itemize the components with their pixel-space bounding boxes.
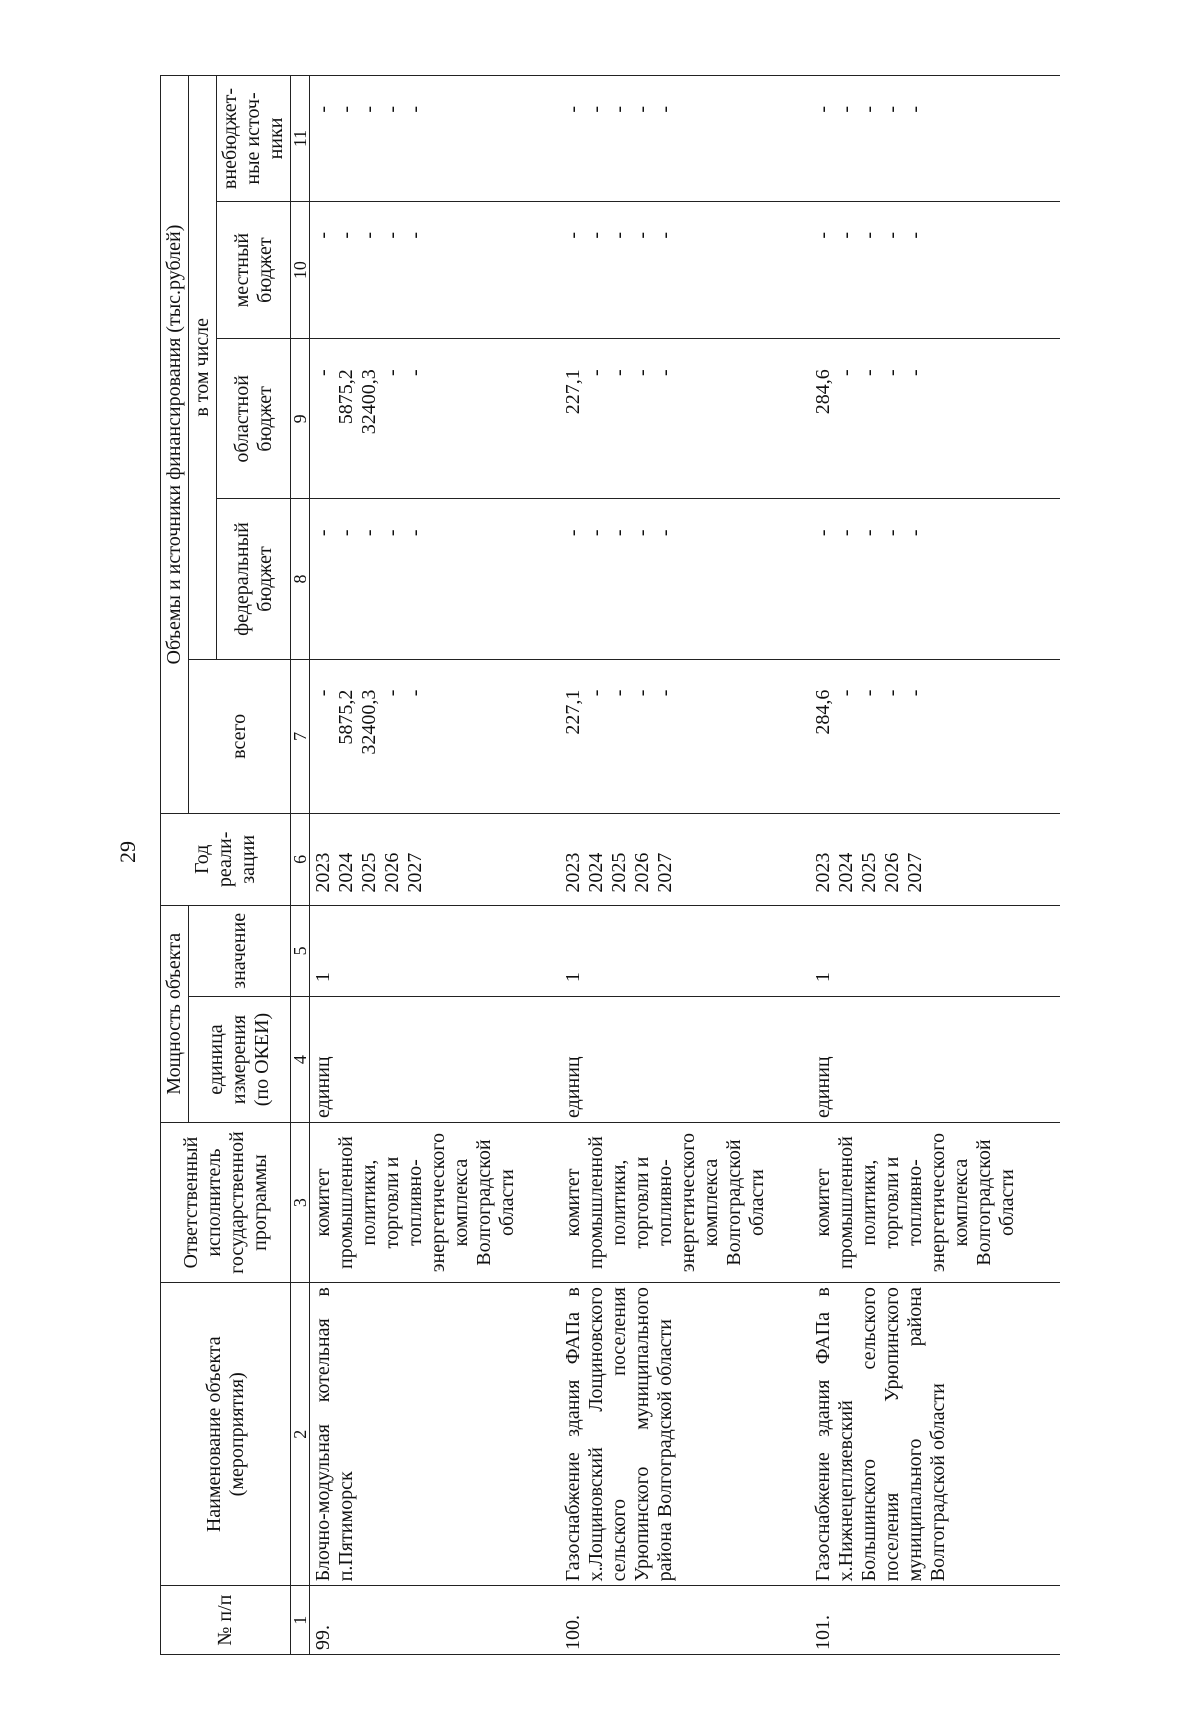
header-num: № п/п — [161, 1586, 291, 1655]
header-extrabudget: внебюджет-ные источ-ники — [217, 76, 291, 202]
year-value: 2025 — [858, 852, 880, 893]
column-number: 8 — [291, 499, 310, 659]
capacity-unit: единиц — [310, 997, 561, 1123]
amount-value: - — [312, 689, 334, 697]
amount-value: - — [335, 529, 357, 537]
year-value: 2025 — [358, 852, 380, 893]
capacity-value: 1 — [560, 905, 810, 997]
header-funding: Объемы и источники финансирования (тыс.рублей) — [161, 76, 189, 814]
header-regional: областной бюджет — [217, 339, 291, 499]
year-value: 2024 — [335, 852, 357, 893]
year-value: 2023 — [312, 852, 334, 893]
object-name: Блочно-модульная котельная в п.Пятиморск — [310, 1283, 561, 1586]
amount-value: - — [562, 231, 584, 239]
column-number: 7 — [291, 659, 310, 813]
year-value: 2023 — [562, 852, 584, 893]
column-number: 10 — [291, 201, 310, 338]
amount-value: - — [404, 369, 426, 376]
amount-value: - — [904, 369, 926, 376]
amount-value: - — [404, 106, 426, 113]
amount-value: - — [631, 231, 653, 239]
row-number: 99. — [310, 1586, 561, 1655]
federal-list — [310, 499, 561, 659]
amount-value: - — [585, 106, 607, 113]
local-list — [560, 201, 810, 338]
responsible-executor: комитет промышленной политики, торговли и топливно-энергетического комплекса Волгоградской области — [310, 1122, 561, 1282]
amount-value: - — [358, 529, 380, 537]
column-number: 3 — [291, 1122, 310, 1282]
header-federal: федеральный бюджет — [217, 499, 291, 659]
amount-value: - — [654, 106, 676, 113]
amount-value: - — [812, 106, 834, 113]
amount-value: 227,1 — [562, 369, 584, 415]
amount-value: - — [381, 231, 403, 239]
row-number: 100. — [560, 1586, 810, 1655]
federal-list — [560, 499, 810, 659]
table-body — [310, 76, 1061, 1655]
column-number: 9 — [291, 339, 310, 499]
amount-value: - — [654, 231, 676, 239]
amount-value: - — [562, 106, 584, 113]
amount-value: - — [312, 231, 334, 239]
amount-value: - — [904, 689, 926, 697]
amount-value: - — [881, 529, 903, 537]
page-number: 29 — [115, 841, 140, 863]
amount-value: - — [881, 689, 903, 697]
column-number: 2 — [291, 1283, 310, 1586]
header-executor: Ответственный исполнитель государственной программы — [161, 1122, 291, 1282]
amount-value: - — [812, 231, 834, 239]
header-year: Год реали-зации — [161, 814, 291, 906]
amount-value: - — [608, 529, 630, 537]
responsible-executor: комитет промышленной политики, торговли и топливно-энергетического комплекса Волгоградской области — [810, 1122, 1060, 1282]
amount-value: - — [585, 529, 607, 537]
amount-value: - — [335, 231, 357, 239]
capacity-value: 1 — [310, 905, 561, 997]
amount-value: - — [404, 529, 426, 537]
amount-value: - — [835, 689, 857, 697]
year-value: 2026 — [381, 852, 403, 893]
amount-value: - — [881, 106, 903, 113]
year-list — [560, 814, 810, 906]
amount-value: - — [835, 106, 857, 113]
regional-list — [810, 339, 1060, 499]
year-value: 2026 — [881, 852, 903, 893]
amount-value: - — [404, 231, 426, 239]
amount-value: 32400,3 — [358, 689, 380, 755]
amount-value: - — [812, 529, 834, 537]
amount-value: - — [631, 106, 653, 113]
column-number: 5 — [291, 905, 310, 997]
year-value: 2027 — [904, 852, 926, 893]
capacity-value: 1 — [810, 905, 1060, 997]
column-number: 6 — [291, 814, 310, 906]
amount-value: - — [312, 106, 334, 113]
amount-value: - — [654, 529, 676, 537]
capacity-unit: единиц — [810, 997, 1060, 1123]
federal-list — [810, 499, 1060, 659]
amount-value: - — [381, 529, 403, 537]
amount-value: - — [358, 231, 380, 239]
amount-value: - — [381, 689, 403, 697]
amount-value: 227,1 — [562, 689, 584, 735]
header-total: всего — [189, 659, 291, 813]
amount-value: - — [858, 231, 880, 239]
column-number-row — [291, 76, 310, 1655]
extrabudget-list — [310, 76, 561, 202]
amount-value: - — [858, 369, 880, 376]
amount-value: - — [381, 369, 403, 376]
year-value: 2027 — [654, 852, 676, 893]
table-frame — [160, 75, 1160, 1655]
row-number: 101. — [810, 1586, 1060, 1655]
amount-value: - — [904, 106, 926, 113]
amount-value: - — [562, 529, 584, 537]
column-number: 1 — [291, 1586, 310, 1655]
amount-value: 284,6 — [812, 689, 834, 735]
amount-value: - — [585, 231, 607, 239]
amount-value: 5875,2 — [335, 689, 357, 745]
table-row — [310, 76, 561, 1655]
year-value: 2023 — [812, 852, 834, 893]
amount-value: - — [654, 369, 676, 376]
amount-value: - — [631, 529, 653, 537]
amount-value: - — [835, 231, 857, 239]
header-local: местный бюджет — [217, 201, 291, 338]
amount-value: - — [858, 689, 880, 697]
table-row — [560, 76, 810, 1655]
extrabudget-list — [560, 76, 810, 202]
year-value: 2026 — [631, 852, 653, 893]
amount-value: - — [608, 231, 630, 239]
local-list — [810, 201, 1060, 338]
year-value: 2024 — [585, 852, 607, 893]
table-row — [810, 76, 1060, 1655]
amount-value: - — [654, 689, 676, 697]
funding-table — [160, 75, 1060, 1655]
year-list — [810, 814, 1060, 906]
amount-value: - — [608, 689, 630, 697]
amount-value: - — [608, 369, 630, 376]
object-name: Газоснабжение здания ФАПа в х.Нижнецепляевский Большинского сельского поселения Урюпинского муниципального района Волгоградской области — [810, 1283, 1060, 1586]
header-name: Наименование объекта (мероприятия) — [161, 1283, 291, 1586]
amount-value: - — [631, 369, 653, 376]
total-list — [810, 659, 1060, 813]
responsible-executor: комитет промышленной политики, торговли и топливно-энергетического комплекса Волгоградской области — [560, 1122, 810, 1282]
object-name: Газоснабжение здания ФАПа в х.Лощиновский Лощиновского сельского поселения Урюпинского муниципального района Волгоградской области — [560, 1283, 810, 1586]
amount-value: - — [835, 369, 857, 376]
extrabudget-list — [810, 76, 1060, 202]
amount-value: - — [904, 529, 926, 537]
column-number: 11 — [291, 76, 310, 202]
amount-value: 5875,2 — [335, 369, 357, 425]
header-including: в том числе — [189, 76, 217, 660]
amount-value: - — [585, 689, 607, 697]
amount-value: - — [881, 369, 903, 376]
amount-value: - — [585, 369, 607, 376]
header-capacity: Мощность объекта — [161, 905, 189, 1122]
year-value: 2027 — [404, 852, 426, 893]
local-list — [310, 201, 561, 338]
amount-value: - — [381, 106, 403, 113]
year-list — [310, 814, 561, 906]
year-value: 2024 — [835, 852, 857, 893]
regional-list — [560, 339, 810, 499]
amount-value: - — [858, 106, 880, 113]
amount-value: 284,6 — [812, 369, 834, 415]
amount-value: - — [858, 529, 880, 537]
amount-value: - — [835, 529, 857, 537]
capacity-unit: единиц — [560, 997, 810, 1123]
amount-value: - — [404, 689, 426, 697]
column-number: 4 — [291, 997, 310, 1123]
regional-list — [310, 339, 561, 499]
amount-value: - — [312, 369, 334, 376]
amount-value: - — [881, 231, 903, 239]
total-list — [310, 659, 561, 813]
amount-value: - — [312, 529, 334, 537]
amount-value: - — [904, 231, 926, 239]
amount-value: - — [631, 689, 653, 697]
total-list — [560, 659, 810, 813]
amount-value: - — [358, 106, 380, 113]
header-unit: единица измерения (по ОКЕИ) — [189, 997, 291, 1123]
header-value: значение — [189, 905, 291, 997]
year-value: 2025 — [608, 852, 630, 893]
amount-value: 32400,3 — [358, 369, 380, 435]
amount-value: - — [335, 106, 357, 113]
amount-value: - — [608, 106, 630, 113]
